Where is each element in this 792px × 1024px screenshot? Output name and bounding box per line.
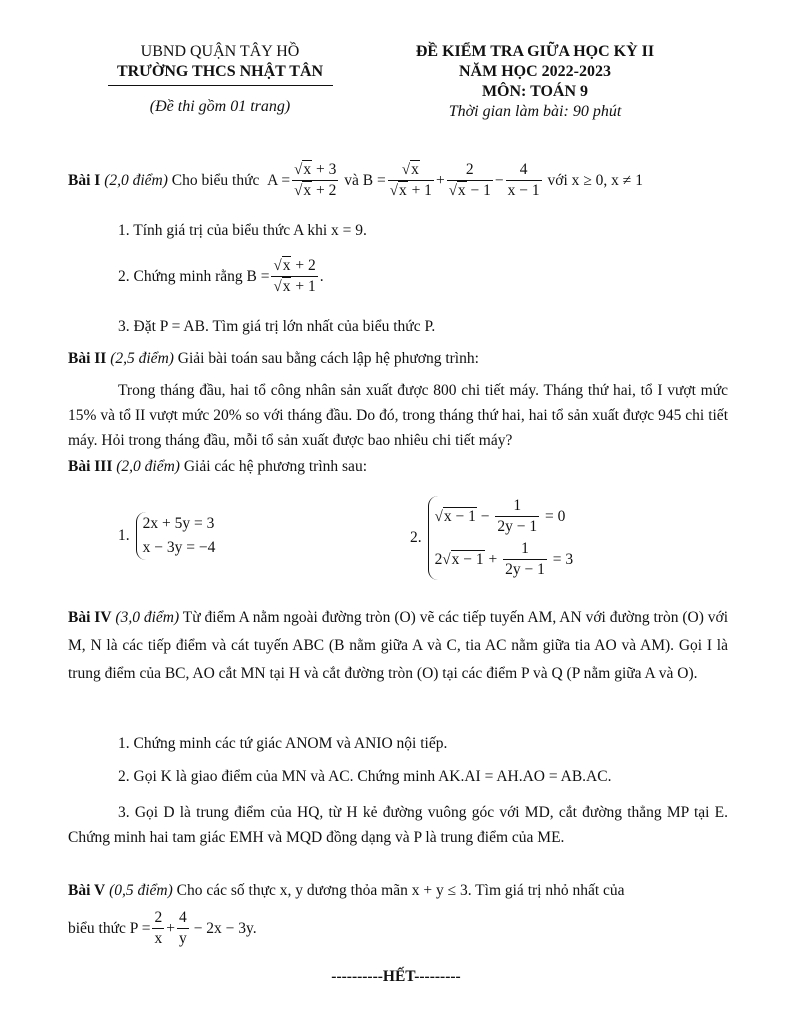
page-count-note: (Đề thi gồm 01 trang) — [149, 98, 291, 115]
bai1-title: Bài I — [68, 171, 101, 189]
header-left-underline — [108, 85, 333, 86]
bai4-q1: 1. Chứng minh các tứ giác ANOM và ANIO nội tiếp. — [118, 735, 448, 752]
system-1-eq1: 2x + 5y = 3 — [142, 515, 215, 532]
fraction-2-over-x: $\frac{2}{x}$ — [154, 909, 163, 947]
bai1-intro: Cho biểu thức — [171, 171, 260, 189]
bai5-intro: Cho các số thực x, y dương thỏa mãn x + y ≤ 3. Tìm giá trị nhỏ nhất của — [176, 882, 625, 899]
system-2 — [410, 496, 573, 580]
plus-sign-2: + — [166, 919, 175, 937]
fraction-B-term2: $\frac{2}{√x - 1}$ — [448, 161, 491, 199]
bai4-points: (3,0 điểm) — [115, 609, 180, 626]
end-marker: ----------HẾT--------- — [331, 968, 461, 985]
fraction-A: $\frac{√x + 3}{√x + 2}$ — [294, 161, 337, 199]
fraction-q2: $\frac{√x + 2}{√x + 1}$ — [273, 257, 316, 295]
minus-sign: − — [494, 171, 504, 189]
bai4-body: Từ điểm A nằm ngoài đường tròn (O) vẽ các tiếp tuyến AM, AN với đường tròn (O) với M, N là các tiếp điểm và cát tuyến ABC (B nằm giữa A và C, tia AC nằm giữa tia AO và AM). Gọi I là trung điểm của BC, AO cắt MN tại H và cắt đường tròn (O) tại các điểm P và Q (P nằm giữa A và O). — [68, 609, 729, 682]
bai2-heading — [68, 350, 479, 368]
bai2-title: Bài II — [68, 350, 107, 367]
bai3-points: (2,0 điểm) — [116, 458, 180, 475]
system-2-brace — [428, 496, 573, 580]
plus-sign: + — [435, 171, 445, 189]
school-name: TRƯỜNG THCS NHẬT TÂN — [116, 63, 324, 80]
bai5-points: (0,5 điểm) — [109, 882, 173, 899]
fraction-B-term3: $\frac{4}{x - 1}$ — [507, 161, 540, 199]
period: . — [319, 267, 324, 285]
system-1 — [118, 512, 215, 560]
system-2-eq2: 2 √x − 1 + $\frac{1}{2y - 1}$ = 3 — [434, 540, 574, 578]
condition: với x ≥ 0, x ≠ 1 — [547, 171, 643, 189]
system-2-label: 2. — [410, 529, 422, 546]
header-left — [100, 42, 340, 116]
bai1-points: (2,0 điểm) — [104, 171, 168, 189]
system-1-label: 1. — [118, 527, 130, 544]
and-word: và — [344, 171, 359, 189]
bai4-q2: 2. Gọi K là giao điểm của MN và AC. Chứng minh AK.AI = AH.AO = AB.AC. — [118, 768, 612, 785]
bai5-expr-tail: − 2x − 3y. — [193, 919, 257, 937]
bai3-title: Bài III — [68, 458, 113, 475]
bai1-q2-text: 2. Chứng minh rằng B = — [118, 267, 270, 285]
bai5-title: Bài V — [68, 882, 106, 899]
fraction-4-over-y: $\frac{4}{y}$ — [178, 909, 187, 947]
bai5-expression — [68, 908, 257, 949]
bai1-q1: 1. Tính giá trị của biểu thức A khi x = 9. — [118, 222, 367, 239]
bai3-heading — [68, 458, 367, 476]
subject: MÔN: TOÁN 9 — [481, 83, 589, 100]
bai4-title: Bài IV — [68, 609, 112, 626]
bai5-heading — [68, 882, 625, 900]
system-1-brace — [136, 512, 216, 560]
expr-B-lhs: B = — [362, 171, 386, 189]
bai4-statement — [68, 604, 728, 688]
bai4-q3: 3. Gọi D là trung điểm của HQ, từ H kẻ đường vuông góc với MD, cắt đường thẳng MP tại E. Chứng minh hai tam giác EMH và MQD đồng dạng và P là trung điểm của ME. — [68, 804, 728, 846]
fraction-B-term1: $\frac{√x}{√x + 1}$ — [389, 161, 432, 199]
bai1-statement — [68, 160, 643, 201]
bai2-intro: Giải bài toán sau bằng cách lập hệ phương trình: — [177, 350, 479, 367]
school-year: NĂM HỌC 2022-2023 — [459, 63, 611, 80]
bai5-expr-pre: biểu thức P = — [68, 919, 151, 937]
header-right — [385, 42, 685, 122]
bai2-points: (2,5 điểm) — [110, 350, 174, 367]
bai3-intro: Giải các hệ phương trình sau: — [183, 458, 367, 475]
bai2-body: Trong tháng đầu, hai tổ công nhân sản xuất được 800 chi tiết máy. Tháng thứ hai, tổ I vượt mức 15% và tổ II vượt mức 20% so với tháng đầu. Do đó, trong tháng thứ hai, hai tổ sản xuất được 945 chi tiết máy. Hỏi trong tháng đầu, mỗi tổ sản xuất được bao nhiêu chi tiết máy? — [68, 382, 728, 449]
system-1-eq2: x − 3y = −4 — [142, 539, 216, 556]
time-note: Thời gian làm bài: 90 phút — [448, 103, 622, 120]
expr-A-lhs: A = — [267, 171, 291, 189]
bai1-q3: 3. Đặt P = AB. Tìm giá trị lớn nhất của biểu thức P. — [118, 318, 436, 335]
bai1-q2 — [118, 256, 324, 297]
district-name: UBND QUẬN TÂY HỒ — [140, 43, 300, 60]
exam-title: ĐỀ KIỂM TRA GIỮA HỌC KỲ II — [415, 43, 655, 60]
system-2-eq1: √x − 1 − $\frac{1}{2y - 1}$ = 0 — [434, 497, 566, 535]
